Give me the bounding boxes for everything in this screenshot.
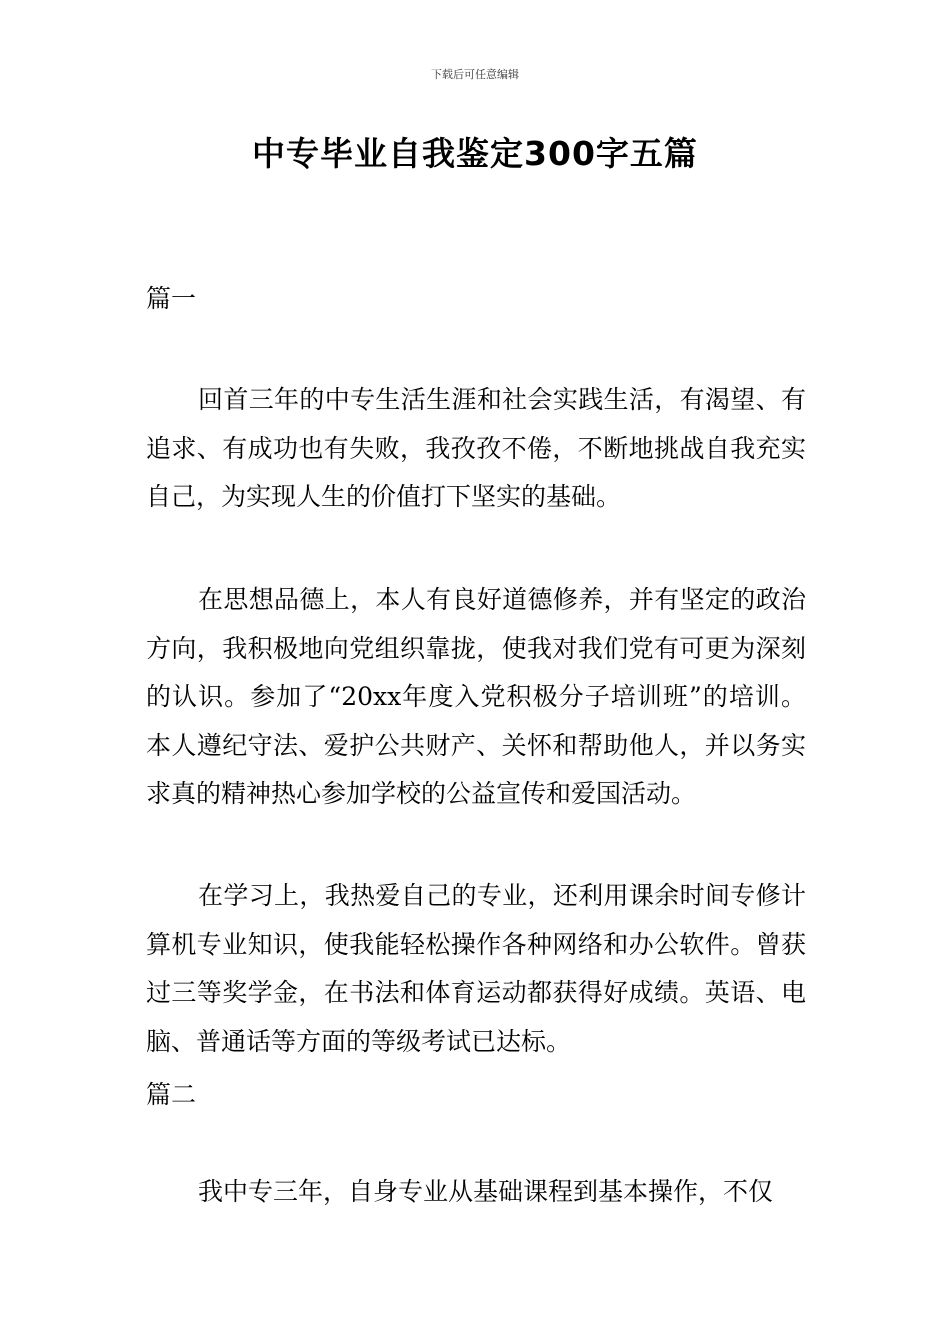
- paragraph-2: 在思想品德上，本人有良好道德修养，并有坚定的政治方向，我积极地向党组织靠拢，使我对我们党有可更为深刻的认识。参加了“20xx年度入党积极分子培训班”的培训。本人遵纪守法、爱护公共财产、关怀和帮助他人，并以务实求真的精神热心参加学校的公益宣传和爱国活动。: [146, 585, 806, 808]
- paragraph-3: 在学习上，我热爱自己的专业，还利用课余时间专修计算机专业知识，使我能轻松操作各种网络和办公软件。曾获过三等奖学金，在书法和体育运动都获得好成绩。英语、电脑、普通话等方面的等级考试已达标。: [146, 881, 806, 1056]
- paragraph-1: 回首三年的中专生活生涯和社会实践生活，有渴望、有追求、有成功也有失败，我孜孜不倦，不断地挑战自我充实自己，为实现人生的价值打下坚实的基础。: [146, 385, 806, 511]
- page-title: 中专毕业自我鉴定300字五篇: [252, 134, 698, 173]
- paragraph-4: 我中专三年，自身专业从基础课程到基本操作，不仅: [198, 1177, 774, 1206]
- section-heading-1: 篇一: [146, 284, 197, 313]
- section-heading-2: 篇二: [146, 1080, 197, 1109]
- header-note: 下载后可任意编辑: [431, 68, 519, 81]
